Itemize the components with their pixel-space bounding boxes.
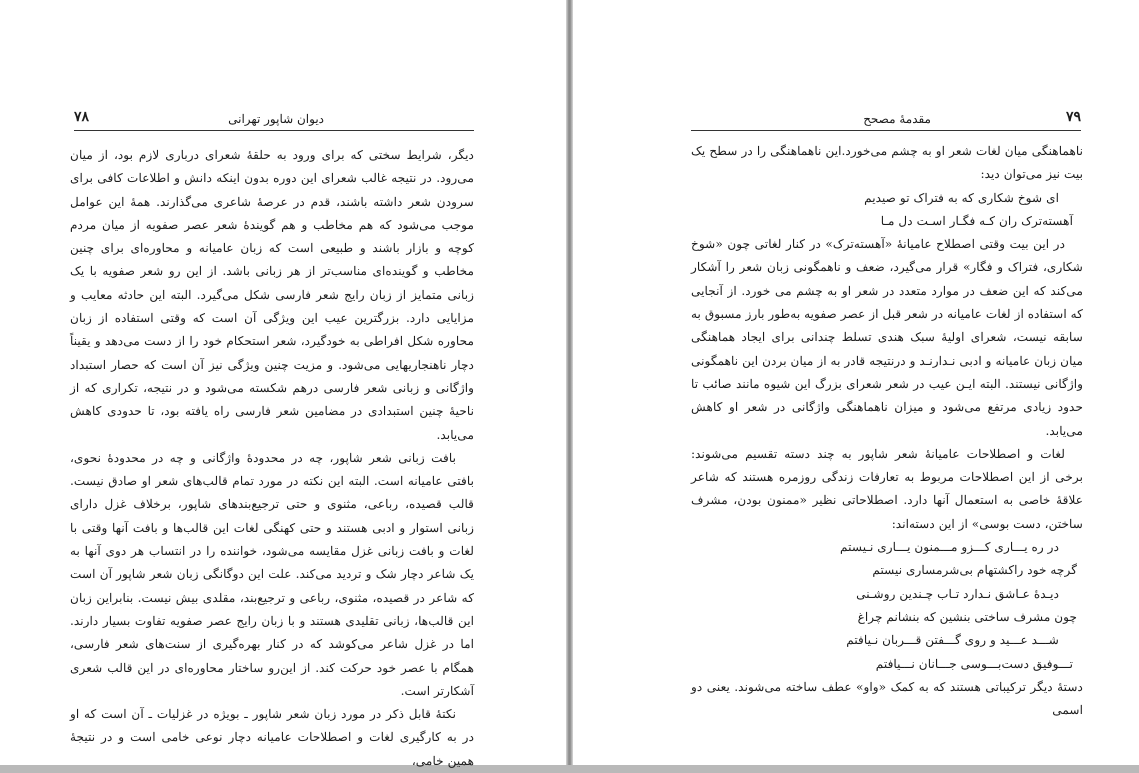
page-number-left: ۷۸: [74, 109, 90, 125]
paragraph: ناهماهنگی میان لغات شعر او به چشم می‌خورد.این ناهماهنگی را در سطح یک بیت نیز می‌توان دید:: [691, 144, 1083, 182]
paragraph: لغات و اصطلاحات عامیانهٔ شعر شاپور به چند دسته تقسیم می‌شوند: برخی از این اصطلاحات مربوط به تعارفات زندگی روزمره هستند که شاعر علاقهٔ خاصی به استعمال آنها دارد. اصطلاحاتی نظیر «ممنون بودن، مشرف ساختن، دست بوسی» از این دسته‌اند:: [691, 446, 1083, 531]
verse-line: در ره یـــاری کـــزو مـــمنون یـــاری نـیستم: [840, 540, 1059, 555]
running-head-right: [691, 106, 1081, 131]
paragraph: دیگر، شرایط سختی که برای ورود به حلقهٔ شعرای درباری لازم بود، از میان می‌رود. در نتیجه غالب شعرای این دوره بدون اینکه دانش و اطلاعات کافی برای سرودن شعر داشته باشند، قدم در عرصهٔ شاعری می‌گذارند. همهٔ این عوامل موجب می‌شود که هم مخاطب و هم گویندهٔ شعر عصر صفویه از میان مردم کوچه و بازار باشند و طبیعی است که زبان عامیانه و محاوره‌ای برای چنین مخاطب و گوینده‌ای مناسب‌تر از هر زبانی باشد. از این رو شعر صفویه با یک زبانی متمایز از زبان رایج شعر فارسی شکل می‌گیرد. البته این حادثه معایب و مزایایی دارد. بزرگترین عیب این ویژگی آن است که وقتی استفاده از زبان محاوره شکل افراطی به خودگیرد، شعر استحکام خود را از دست می‌دهد و یقیناً دچار ناهنجاریهایی می‌شود. و مزیت چنین ویژگی نیز آن است که حصار استبداد واژگانی و زبانی شعر فارسی درهم شکسته می‌شود و در نتیجه، تکراری که از ناحیهٔ چنین استبدادی در مضامین شعر فارسی راه یافته بود، تا حدودی کاهش می‌یابد.: [70, 148, 474, 442]
running-title-left: دیوان شاپور تهرانی: [228, 112, 324, 126]
page-number-right: ۷۹: [1065, 109, 1081, 125]
page-79: [573, 0, 1139, 765]
paragraph: در این بیت وقتی اصطلاح عامیانهٔ «آهسته‌ترک» در کنار لغاتی چون «شوخ شکاری، فتراک و فگار» قرار می‌گیرد، ضعف و ناهمگونی زبان شعر را آشکار می‌کند که این ضعف در موارد متعدد در شعر او به چشم می خورد. از آنجایی که استفاده از لغات عامیانه در شعر قبل از عصر صفویه به‌طور بارز مسبوق به سابقه نیست، شعرای اولیهٔ سبک هندی تسلط چندانی برای ایجاد هماهنگی میان زبان عامیانه و ادبی نـدارنـد و درنتیجه قادر به از میان بردن این ناهمگونی واژگانی نیستند. البته ایـن عیب در شعر شعرای بزرگ این شیوه مانند صائب تا حدود زیادی مرتفع می‌شود و میزان ناهماهنگی واژگانی در شعر او کاهش می‌یابد.: [691, 237, 1083, 438]
verse-line: تـــوفیق دست‌بـــوسی جـــانان نـــیافتم: [875, 656, 1073, 671]
paragraph: بافت زبانی شعر شاپور، چه در محدودهٔ واژگانی و چه در محدودهٔ نحوی، بافتی عامیانه است. البته این نکته در مورد تمام قالب‌های شعر او صادق نیست. قالب قصیده، رباعی، مثنوی و حتی ترجیع‌بندهای شاپور، برخلاف غزل دارای زبانی استوار و ادبی هستند و حتی کهنگی لغات این قالب‌ها و بافت آنها وقتی با لغات و بافت زبانی غزل مقایسه می‌شود، خواننده را در انتساب هر دوی آنها به یک شاعر دچار شک و تردید می‌کند. علت این دوگانگی زبان شعر شاپور آن است که شاعر در قصیده، مثنوی، رباعی و ترجیع‌بند، مقلدی بیش نیست. بنابراین زبان این قالب‌ها، زبانی تقلیدی هستند و با زبان رایج عصر صفویه تفاوت بسیار دارند. اما در غزل شاعر می‌کوشد که در کنار بهره‌گیری از سنت‌های شعر فارسی، همگام با عصر خود حرکت کند. از این‌رو ساختار محاوره‌ای در این قالب شعری آشکارتر است.: [70, 450, 474, 698]
verse-line: چون مشرف ساختی بنشین که بنشانم چراغ: [857, 609, 1077, 624]
body-text-left: [70, 144, 474, 773]
verse-line: گرچه خود راکشتهام بی‌شرمساری نیستم: [872, 563, 1077, 578]
verse-line: آهسته‌ترک ران کـه فگـار اسـت دل مـا: [880, 213, 1073, 228]
page-78: [0, 0, 566, 768]
paragraph: نکتهٔ قابل ذکر در مورد زبان شعر شاپور ـ بویژه در غزلیات ـ آن است که او در به کارگیری لغات و اصطلاحات عامیانه دچار نوعی خامی است و در نتیجهٔ همین خامی،: [70, 707, 474, 768]
running-title-right: مقدمهٔ مصحح: [863, 112, 931, 126]
body-text-right: [691, 140, 1083, 722]
verse-line: شـــد عـــید و روی گـــفتن قـــربان نـیافتم: [846, 633, 1059, 648]
book-gutter: [566, 0, 573, 765]
verse-line: دیـدهٔ عـاشق نـدارد تـاب چـندین روشـنی: [856, 586, 1059, 601]
verse-line: ای شوخ شکاری که به فتراک تو صیدیم: [864, 190, 1059, 205]
running-head-left: [74, 106, 474, 131]
paragraph: دستهٔ دیگر ترکیباتی هستند که به کمک «واو» عطف ساخته می‌شوند. یعنی دو اسمی: [691, 679, 1083, 718]
